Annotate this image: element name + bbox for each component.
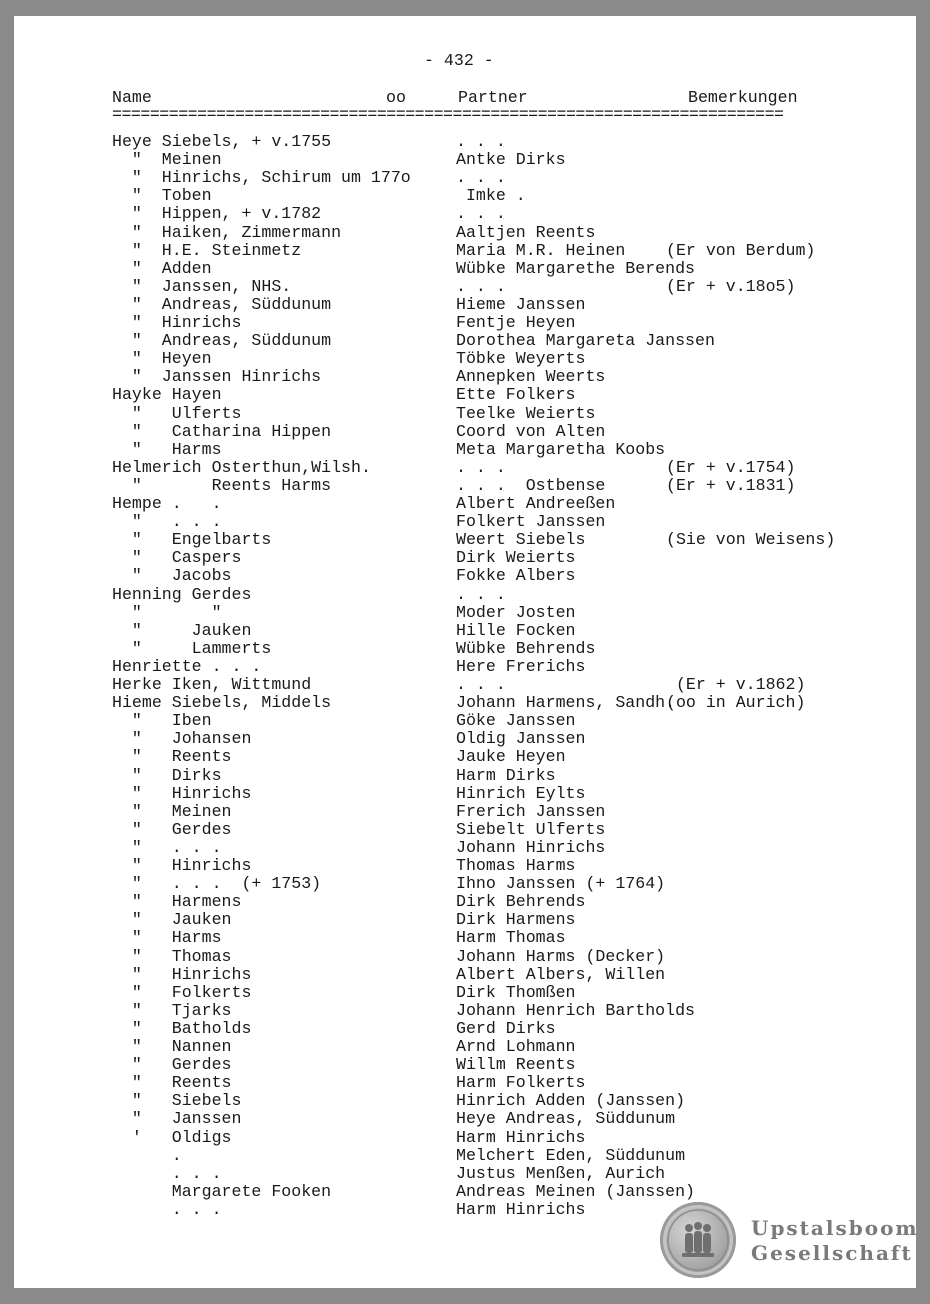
entry-partner: Hieme Janssen: [456, 295, 586, 314]
entry-name: " ": [112, 603, 222, 622]
entry-name: Heye Siebels, + v.1755: [112, 132, 332, 151]
entry-name: " Hinrichs, Schirum um 177o: [112, 168, 411, 187]
entry-name: " Thomas: [112, 947, 232, 966]
entry-partner: Annepken Weerts: [456, 367, 606, 386]
entry-name: Henning Gerdes: [112, 585, 252, 604]
entry-name: " Janssen, NHS.: [112, 277, 292, 296]
entry-partner: . . .: [456, 168, 506, 187]
entry-name: " Jacobs: [112, 566, 232, 585]
entry-partner: Imke .: [456, 186, 526, 205]
entry-name: " Gerdes: [112, 1055, 232, 1074]
entry-name: " Reents: [112, 1073, 232, 1092]
entry-partner: Oldig Janssen: [456, 729, 586, 748]
entry-name: " Lammerts: [112, 639, 272, 658]
entry-name: ' Oldigs: [112, 1128, 232, 1147]
entry-name: Margarete Fooken: [112, 1182, 332, 1201]
entry-partner: Andreas Meinen (Janssen): [456, 1182, 695, 1201]
entry-name: " Toben: [112, 186, 212, 205]
entry-name: " Engelbarts: [112, 530, 272, 549]
entry-partner: Johann Harmens, Sandh.: [456, 693, 676, 712]
entry-name: " Jauken: [112, 621, 252, 640]
entry-partner: Here Frerichs: [456, 657, 586, 676]
entry-remark: (Er + v.1754): [666, 458, 796, 477]
entry-partner: . . .: [456, 132, 506, 151]
entry-name: " . . .: [112, 838, 222, 857]
entry-name: Henriette . . .: [112, 657, 262, 676]
entry-partner: Folkert Janssen: [456, 512, 606, 531]
entry-partner: Harm Hinrichs: [456, 1128, 586, 1147]
logo-text-line1: Upstalsboom: [751, 1216, 919, 1240]
entry-partner: Hille Focken: [456, 621, 576, 640]
entry-remark: (Sie von Weisens): [666, 530, 836, 549]
entry-partner: Harm Folkerts: [456, 1073, 586, 1092]
entry-partner: Willm Reents: [456, 1055, 576, 1074]
entry-partner: . . .: [456, 585, 506, 604]
entry-remark: (Er + v.18o5): [666, 277, 796, 296]
entry-name: " Iben: [112, 711, 212, 730]
entry-name: " Harms: [112, 440, 222, 459]
entry-partner: Jauke Heyen: [456, 747, 566, 766]
entry-name: " Ulferts: [112, 404, 242, 423]
entry-name: " Hippen, + v.1782: [112, 204, 322, 223]
entry-partner: Dirk Behrends: [456, 892, 586, 911]
logo-text-line2: Gesellschaft: [751, 1241, 913, 1265]
entry-partner: Ette Folkers: [456, 385, 576, 404]
entry-name: " Catharina Hippen: [112, 422, 332, 441]
entry-name: " Batholds: [112, 1019, 252, 1038]
entry-name: " Adden: [112, 259, 212, 278]
entry-remark: (Er von Berdum): [666, 241, 816, 260]
entry-name: " Hinrichs: [112, 965, 252, 984]
entry-partner: Justus Menßen, Aurich: [456, 1164, 666, 1183]
entry-partner: Aaltjen Reents: [456, 223, 596, 242]
entry-name: " Haiken, Zimmermann: [112, 223, 342, 242]
header-divider: =======================================================================: [112, 105, 784, 124]
entry-partner: Johann Harms (Decker): [456, 947, 666, 966]
entry-partner: Harm Dirks: [456, 766, 556, 785]
column-header-oo: oo: [386, 88, 406, 107]
entry-partner: Dirk Harmens: [456, 910, 576, 929]
entry-partner: Frerich Janssen: [456, 802, 606, 821]
entry-partner: Dorothea Margareta Janssen: [456, 331, 715, 350]
entry-partner: Melchert Eden, Süddunum: [456, 1146, 686, 1165]
entry-partner: Hinrich Eylts: [456, 784, 586, 803]
document-page: [14, 16, 919, 1288]
entry-partner: Antke Dirks: [456, 150, 566, 169]
entry-name: Hayke Hayen: [112, 385, 222, 404]
entry-partner: Wübke Behrends: [456, 639, 596, 658]
entry-partner: Arnd Lohmann: [456, 1037, 576, 1056]
entry-name: " Folkerts: [112, 983, 252, 1002]
entry-partner: Albert Albers, Willen: [456, 965, 666, 984]
entry-name: " Janssen: [112, 1109, 242, 1128]
entry-partner: Johann Hinrichs: [456, 838, 606, 857]
entry-partner: Thomas Harms: [456, 856, 576, 875]
entry-name: .: [112, 1146, 182, 1165]
entry-partner: Harm Hinrichs: [456, 1200, 586, 1219]
entry-name: " Hinrichs: [112, 784, 252, 803]
column-header-remarks: Bemerkungen: [688, 88, 798, 107]
column-header-name: Name: [112, 88, 152, 107]
entry-partner: Maria M.R. Heinen: [456, 241, 626, 260]
seal-logo-icon: [660, 1202, 736, 1278]
entry-partner: Johann Henrich Bartholds: [456, 1001, 695, 1020]
entry-name: " Tjarks: [112, 1001, 232, 1020]
entry-partner: Heye Andreas, Süddunum: [456, 1109, 676, 1128]
entry-name: " Meinen: [112, 150, 222, 169]
page-number: - 432 -: [424, 51, 494, 70]
entry-name: " Reents Harms: [112, 476, 332, 495]
entry-partner: Dirk Weierts: [456, 548, 576, 567]
entry-partner: Fentje Heyen: [456, 313, 576, 332]
entry-remark: (oo in Aurich): [666, 693, 806, 712]
entry-partner: . . .: [456, 204, 506, 223]
entry-partner: Töbke Weyerts: [456, 349, 586, 368]
entry-partner: Meta Margaretha Koobs: [456, 440, 666, 459]
entry-partner: Hinrich Adden (Janssen): [456, 1091, 686, 1110]
entry-partner: Teelke Weierts: [456, 404, 596, 423]
column-header-partner: Partner: [458, 88, 528, 107]
entry-name: " Hinrichs: [112, 313, 242, 332]
entry-name: Herke Iken, Wittmund: [112, 675, 312, 694]
entry-name: " Hinrichs: [112, 856, 252, 875]
entry-name: " Siebels: [112, 1091, 242, 1110]
entry-remark: (Er + v.1831): [666, 476, 796, 495]
entry-name: Helmerich Osterthun,Wilsh.: [112, 458, 371, 477]
entry-name: " Jauken: [112, 910, 232, 929]
entry-name: " Gerdes: [112, 820, 232, 839]
entry-partner: Siebelt Ulferts: [456, 820, 606, 839]
entry-name: " Nannen: [112, 1037, 232, 1056]
entry-partner: Göke Janssen: [456, 711, 576, 730]
entry-partner: Ihno Janssen (+ 1764): [456, 874, 666, 893]
entry-partner: Dirk Thomßen: [456, 983, 576, 1002]
seal-figures-icon: [660, 1202, 736, 1278]
entry-remark: (Er + v.1862): [666, 675, 806, 694]
entry-name: " Heyen: [112, 349, 212, 368]
entry-partner: Weert Siebels: [456, 530, 586, 549]
entry-name: " Janssen Hinrichs: [112, 367, 322, 386]
entry-name: Hempe . .: [112, 494, 222, 513]
entry-name: " Johansen: [112, 729, 252, 748]
entry-partner: . . .: [456, 675, 506, 694]
entry-partner: . . . Ostbense: [456, 476, 606, 495]
entry-name: " Reents: [112, 747, 232, 766]
entry-name: " Harms: [112, 928, 222, 947]
entry-name: " Harmens: [112, 892, 242, 911]
entry-partner: . . .: [456, 458, 506, 477]
entry-name: " Andreas, Süddunum: [112, 331, 332, 350]
entry-name: " . . . (+ 1753): [112, 874, 322, 893]
entry-name: . . .: [112, 1164, 222, 1183]
entry-partner: Moder Josten: [456, 603, 576, 622]
entry-name: " Caspers: [112, 548, 242, 567]
entry-name: " H.E. Steinmetz: [112, 241, 302, 260]
entry-name: . . .: [112, 1200, 222, 1219]
entry-name: " Andreas, Süddunum: [112, 295, 332, 314]
entry-partner: Wübke Margarethe Berends: [456, 259, 695, 278]
entry-partner: Fokke Albers: [456, 566, 576, 585]
entry-name: Hieme Siebels, Middels: [112, 693, 332, 712]
entry-name: " . . .: [112, 512, 222, 531]
entry-partner: Gerd Dirks: [456, 1019, 556, 1038]
entry-name: " Meinen: [112, 802, 232, 821]
entry-partner: Albert Andreeßen: [456, 494, 616, 513]
entry-partner: Harm Thomas: [456, 928, 566, 947]
entry-partner: Coord von Alten: [456, 422, 606, 441]
entry-name: " Dirks: [112, 766, 222, 785]
entry-partner: . . .: [456, 277, 506, 296]
